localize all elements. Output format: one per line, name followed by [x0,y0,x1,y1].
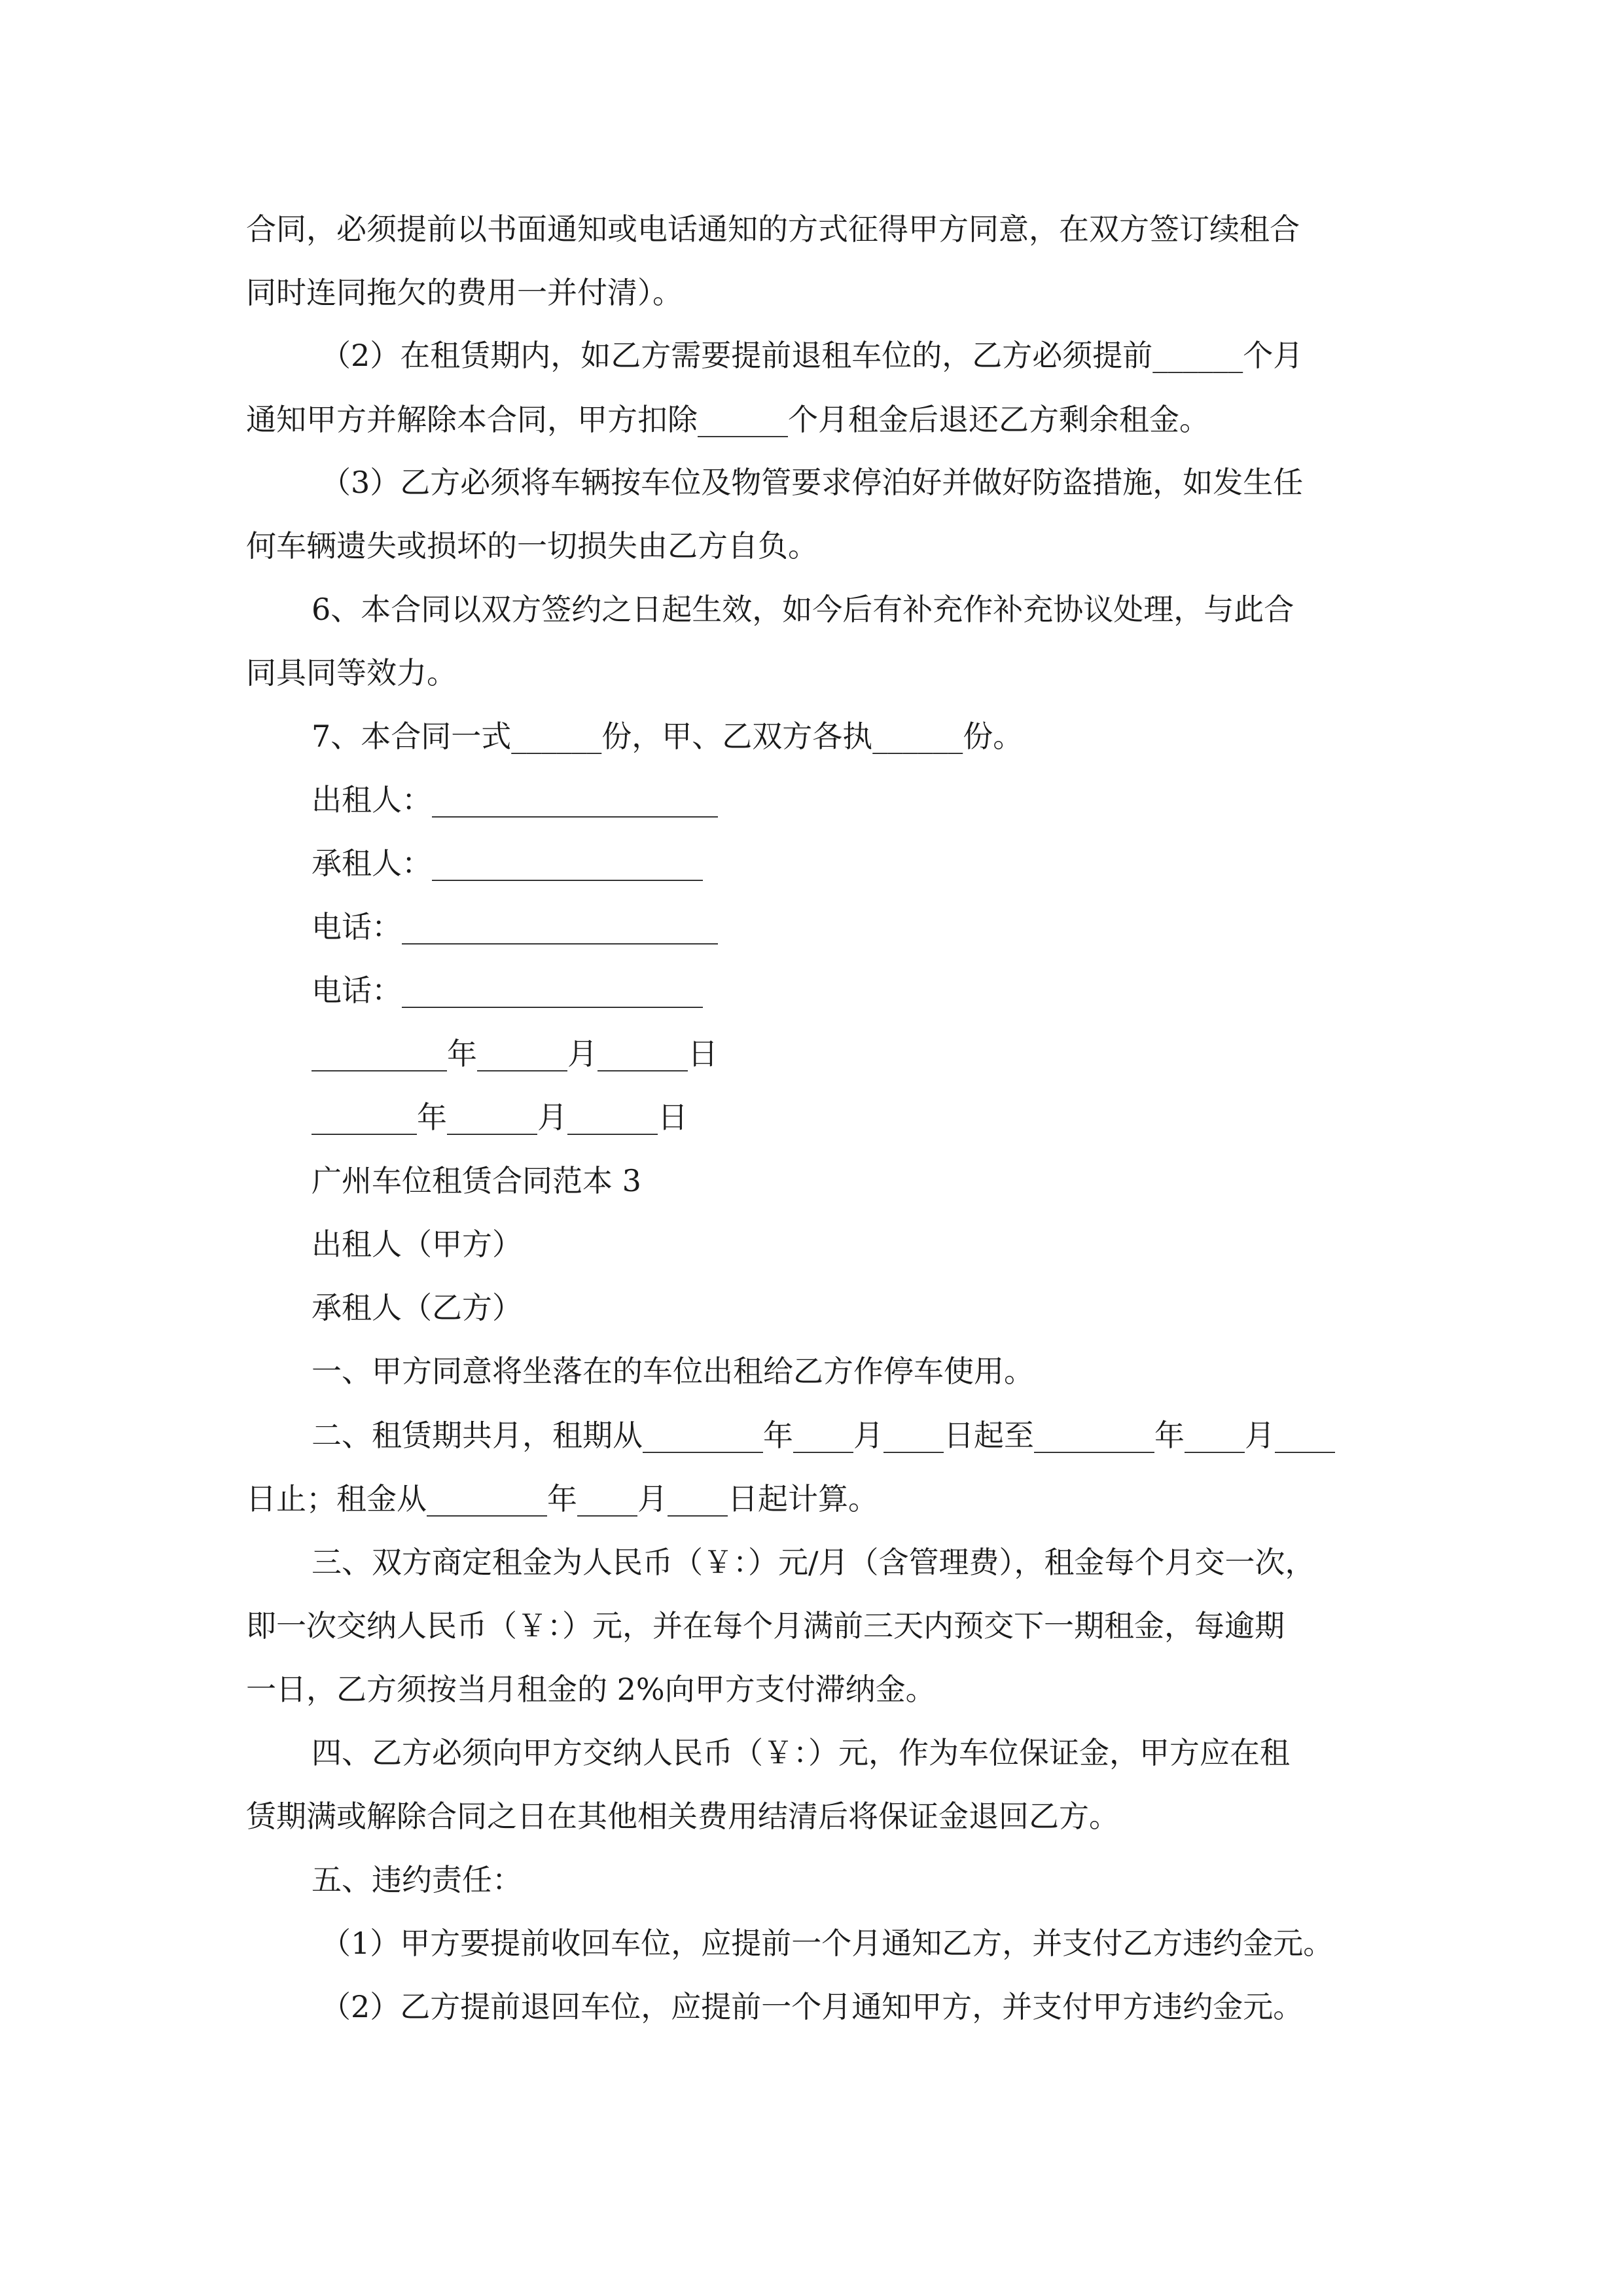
text-line: （2）在租赁期内，如乙方需要提前退租车位的，乙方必须提前______个月 [321,338,1304,373]
text-line: 二、租赁期共月，租期从________年____月____日起至________年____月____ [312,1418,1335,1453]
date-field: _______年______月______日 [312,1100,688,1135]
text-line: 6、本合同以双方签约之日起生效，如今后有补充作补充协议处理，与此合 [312,592,1294,627]
date-field: _________年______月______日 [312,1036,718,1071]
phone-field: 电话：_____________________ [312,909,718,944]
text-line: 四、乙方必须向甲方交纳人民币（￥：）元，作为车位保证金，甲方应在租 [312,1735,1290,1770]
text-line: 同时连同拖欠的费用一并付清）。 [246,275,683,310]
signature-field-lessee: 承租人：__________________ [312,846,703,881]
text-line: 赁期满或解除合同之日在其他相关费用结清后将保证金退回乙方。 [246,1799,1119,1834]
text-line: 即一次交纳人民币（￥：）元，并在每个月满前三天内预交下一期租金，每逾期 [246,1608,1285,1643]
section-title: 广州车位租赁合同范本 3 [312,1163,641,1198]
text-line: 何车辆遗失或损坏的一切损失由乙方自负。 [246,528,818,564]
phone-field: 电话：____________________ [312,973,703,1008]
text-line: （1）甲方要提前收回车位，应提前一个月通知乙方，并支付乙方违约金元。 [321,1926,1334,1961]
text-line: （3）乙方必须将车辆按车位及物管要求停泊好并做好防盗措施，如发生任 [321,465,1304,500]
text-line: 一日，乙方须按当月租金的 2%向甲方支付滞纳金。 [246,1672,936,1707]
text-line: 出租人（甲方） [312,1227,522,1262]
text-line: 同具同等效力。 [246,655,457,691]
text-line: 承租人（乙方） [312,1290,522,1325]
text-line: 五、违约责任： [312,1862,522,1897]
text-line: 合同，必须提前以书面通知或电话通知的方式征得甲方同意，在双方签订续租合 [246,211,1300,247]
text-line: 7、本合同一式______份，甲、乙双方各执______份。 [312,719,1024,754]
text-line: 日止；租金从________年____月____日起计算。 [246,1481,878,1516]
text-line: 一、甲方同意将坐落在的车位出租给乙方作停车使用。 [312,1354,1034,1389]
signature-field-lessor: 出租人：___________________ [312,782,718,817]
text-line: （2）乙方提前退回车位，应提前一个月通知甲方，并支付甲方违约金元。 [321,1989,1304,2024]
text-line: 通知甲方并解除本合同，甲方扣除______个月租金后退还乙方剩余租金。 [246,402,1209,437]
text-line: 三、双方商定租金为人民币（￥：）元/月（含管理费），租金每个月交一次， [312,1545,1315,1580]
